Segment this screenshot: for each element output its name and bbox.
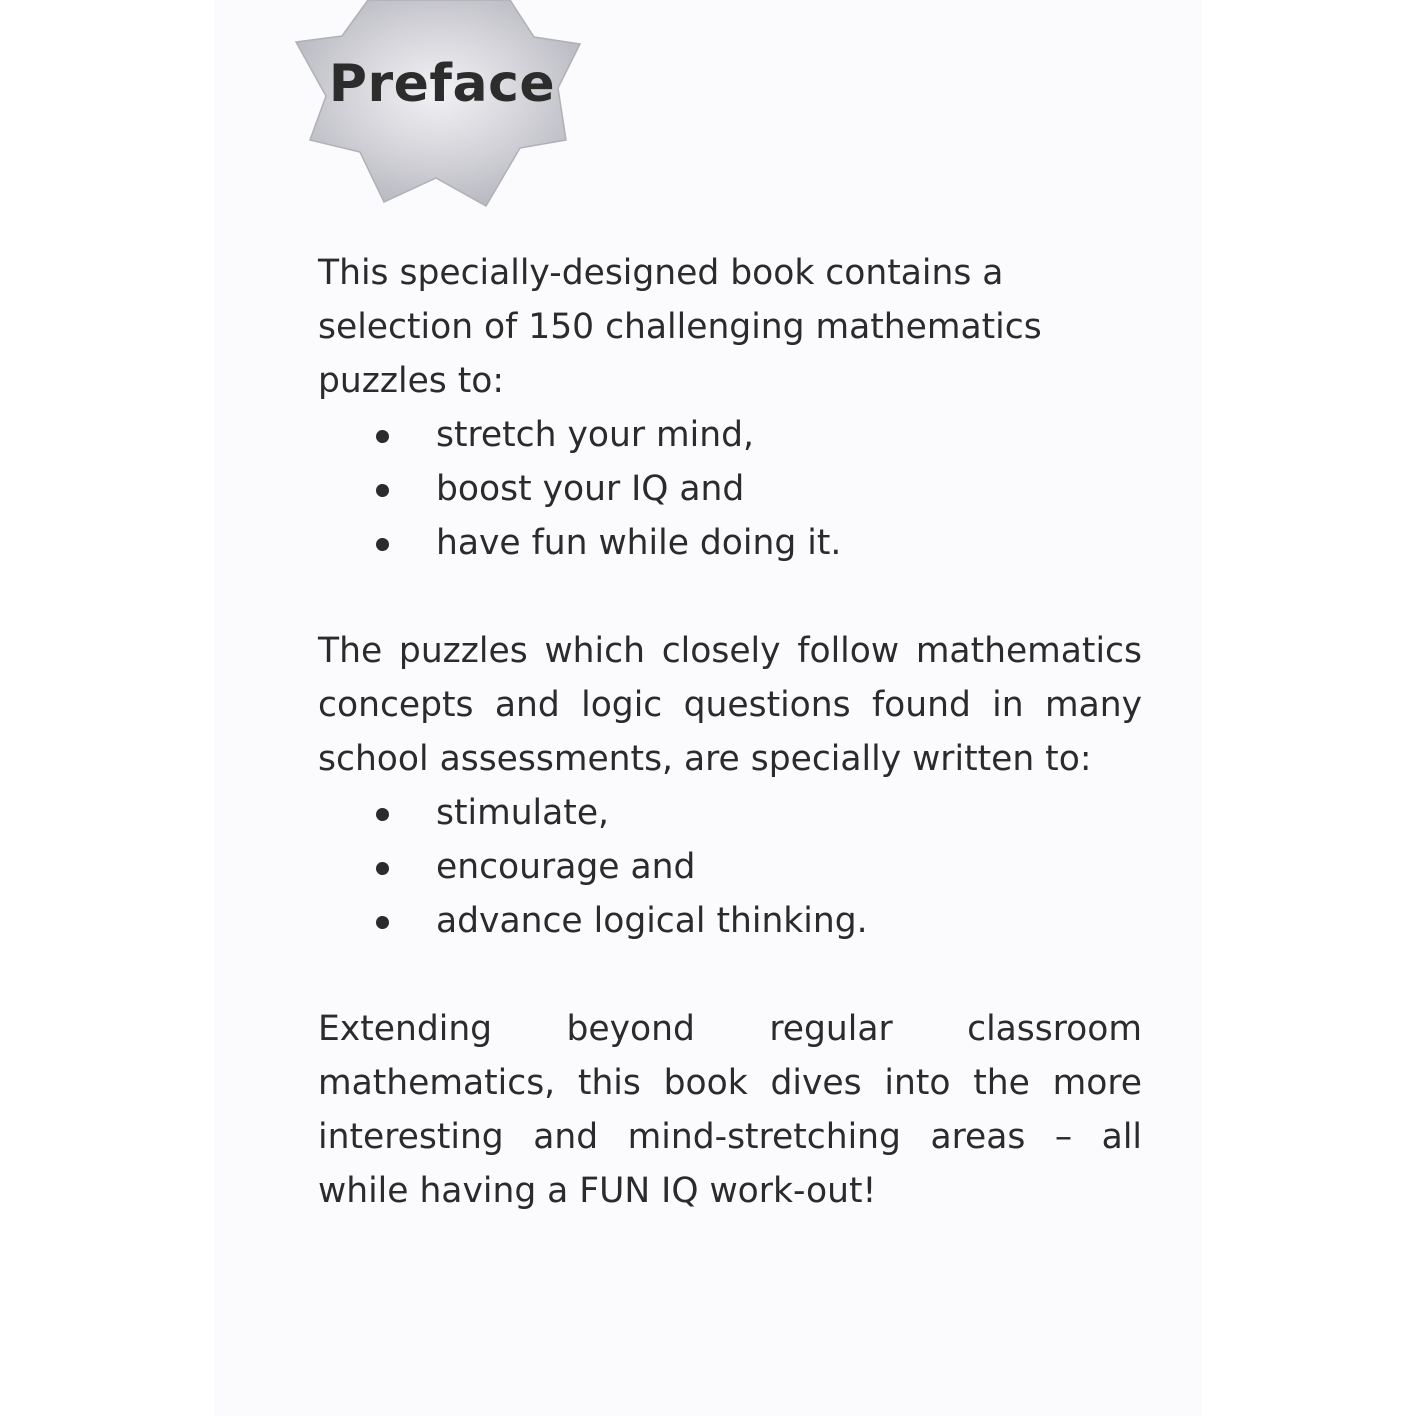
list-item xyxy=(318,894,1142,948)
bullet-icon xyxy=(376,430,389,443)
bullet-icon xyxy=(376,484,389,497)
list-item xyxy=(318,408,1142,462)
preface-body xyxy=(318,246,1142,1218)
bullet-icon xyxy=(376,808,389,821)
list-item xyxy=(318,516,1142,570)
second-bullet-list xyxy=(318,786,1142,948)
list-item-text: stimulate, xyxy=(436,793,610,833)
page-title: Preface xyxy=(328,54,556,114)
preface-badge xyxy=(286,0,586,214)
list-item xyxy=(318,786,1142,840)
list-item-text: boost your IQ and xyxy=(436,469,745,509)
second-paragraph: The puzzles which closely follow mathematics concepts and logic questions found in many school assessments, are specially written to: xyxy=(318,631,1142,779)
intro-paragraph: This specially-designed book contains a selection of 150 challenging mathematics puzzles to: xyxy=(318,253,1042,401)
list-item-text: have fun while doing it. xyxy=(436,523,842,563)
bullet-icon xyxy=(376,862,389,875)
list-item-text: encourage and xyxy=(436,847,696,887)
bullet-icon xyxy=(376,916,389,929)
intro-bullet-list xyxy=(318,408,1142,570)
list-item xyxy=(318,462,1142,516)
closing-paragraph: Extending beyond regular classroom mathematics, this book dives into the more interesting and mind-stretching areas – all while having a FUN IQ work-out! xyxy=(318,1009,1142,1211)
list-item-text: advance logical thinking. xyxy=(436,901,868,941)
list-item xyxy=(318,840,1142,894)
bullet-icon xyxy=(376,538,389,551)
list-item-text: stretch your mind, xyxy=(436,415,754,455)
